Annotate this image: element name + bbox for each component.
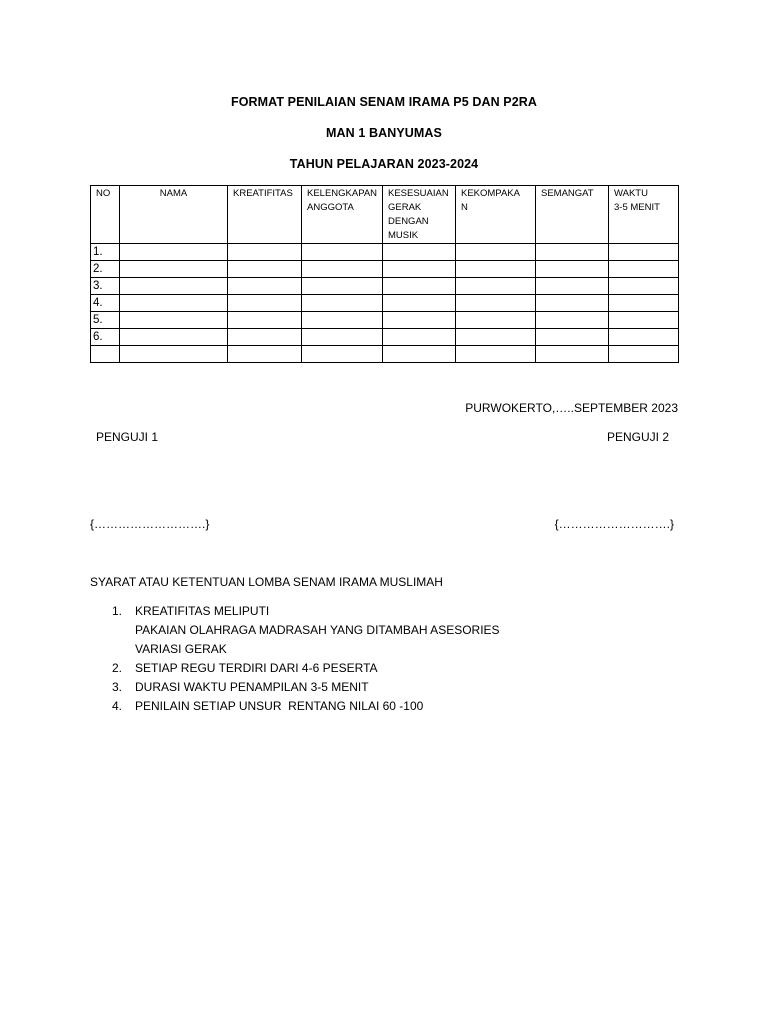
cell-nama bbox=[120, 329, 228, 346]
col-header-kreatifitas bbox=[228, 186, 302, 244]
col-header-kekompakan bbox=[456, 186, 536, 244]
cell-kreatifitas bbox=[228, 346, 302, 363]
col-header-nama bbox=[120, 186, 228, 244]
col-header-label: NAMA bbox=[159, 188, 188, 199]
table-row bbox=[91, 329, 679, 346]
cell-kreatifitas bbox=[228, 261, 302, 278]
cell-semangat bbox=[536, 312, 609, 329]
table-row bbox=[91, 295, 679, 312]
col-header-no bbox=[91, 186, 120, 244]
rules-list bbox=[90, 602, 500, 716]
cell-semangat bbox=[536, 261, 609, 278]
cell-kelengkapan bbox=[302, 261, 383, 278]
cell-kreatifitas bbox=[228, 312, 302, 329]
cell-nama bbox=[120, 295, 228, 312]
cell-kreatifitas bbox=[228, 244, 302, 261]
cell-waktu bbox=[609, 346, 679, 363]
table-row bbox=[91, 244, 679, 261]
list-item bbox=[90, 602, 500, 659]
table-row bbox=[91, 278, 679, 295]
col-header-label: NO bbox=[96, 188, 111, 199]
list-item-subtext: PAKAIAN OLAHRAGA MADRASAH YANG DITAMBAH ASESORIES bbox=[135, 623, 500, 637]
col-header-label: N bbox=[461, 202, 468, 213]
cell-kekompakan bbox=[456, 244, 536, 261]
col-header-label: 3-5 MENIT bbox=[614, 202, 660, 213]
row-number: 5. bbox=[91, 312, 120, 329]
col-header-kesesuaian bbox=[383, 186, 456, 244]
cell-kekompakan bbox=[456, 329, 536, 346]
list-item-number: 2. bbox=[112, 661, 123, 675]
cell-waktu bbox=[609, 295, 679, 312]
cell-kelengkapan bbox=[302, 346, 383, 363]
cell-kesesuaian bbox=[383, 261, 456, 278]
col-header-waktu bbox=[609, 186, 679, 244]
examiner-1-signature-blank: {……………………….} bbox=[90, 517, 210, 531]
table-row bbox=[91, 312, 679, 329]
cell-waktu bbox=[609, 261, 679, 278]
cell-kesesuaian bbox=[383, 312, 456, 329]
cell-kesesuaian bbox=[383, 346, 456, 363]
cell-kelengkapan bbox=[302, 278, 383, 295]
row-number: 1. bbox=[91, 244, 120, 261]
document-title: FORMAT PENILAIAN SENAM IRAMA P5 DAN P2RA bbox=[230, 95, 538, 109]
col-header-label: KESESUAIAN bbox=[388, 188, 449, 199]
list-item-subtext: VARIASI GERAK bbox=[135, 642, 227, 656]
cell-semangat bbox=[536, 244, 609, 261]
cell-kreatifitas bbox=[228, 278, 302, 295]
cell-kreatifitas bbox=[228, 295, 302, 312]
cell-nama bbox=[120, 261, 228, 278]
cell-nama bbox=[120, 278, 228, 295]
cell-kekompakan bbox=[456, 295, 536, 312]
cell-nama bbox=[120, 244, 228, 261]
table-header-row bbox=[91, 186, 679, 244]
rules-heading: SYARAT ATAU KETENTUAN LOMBA SENAM IRAMA MUSLIMAH bbox=[90, 575, 443, 589]
col-header-label: ANGGOTA bbox=[307, 202, 354, 213]
col-header-label: WAKTU bbox=[614, 188, 648, 199]
examiner-2-signature-blank: {……………………….} bbox=[554, 517, 674, 531]
cell-semangat bbox=[536, 295, 609, 312]
examiner-2-label: PENGUJI 2 bbox=[606, 430, 669, 444]
col-header-semangat bbox=[536, 186, 609, 244]
row-number: 4. bbox=[91, 295, 120, 312]
list-item-number: 3. bbox=[112, 680, 123, 694]
row-number: 2. bbox=[91, 261, 120, 278]
cell-kelengkapan bbox=[302, 295, 383, 312]
list-item bbox=[90, 697, 500, 716]
list-item-text: SETIAP REGU TERDIRI DARI 4-6 PESERTA bbox=[135, 661, 378, 675]
list-item-number: 1. bbox=[112, 604, 123, 618]
examiner-1-label: PENGUJI 1 bbox=[96, 430, 159, 444]
list-item bbox=[90, 659, 500, 678]
cell-kesesuaian bbox=[383, 329, 456, 346]
cell-waktu bbox=[609, 329, 679, 346]
row-number bbox=[91, 346, 120, 363]
list-item-text: DURASI WAKTU PENAMPILAN 3-5 MENIT bbox=[135, 680, 369, 694]
list-item-text: PENILAIN SETIAP UNSUR RENTANG NILAI 60 -100 bbox=[135, 699, 424, 713]
cell-kesesuaian bbox=[383, 278, 456, 295]
cell-kelengkapan bbox=[302, 244, 383, 261]
cell-nama bbox=[120, 346, 228, 363]
cell-kelengkapan bbox=[302, 312, 383, 329]
col-header-label: KREATIFITAS bbox=[233, 188, 293, 199]
academic-year: TAHUN PELAJARAN 2023-2024 bbox=[289, 157, 479, 171]
row-number: 6. bbox=[91, 329, 120, 346]
cell-kekompakan bbox=[456, 346, 536, 363]
cell-kesesuaian bbox=[383, 295, 456, 312]
table-row bbox=[91, 261, 679, 278]
cell-kelengkapan bbox=[302, 329, 383, 346]
col-header-label: KELENGKAPAN bbox=[307, 188, 378, 199]
list-item bbox=[90, 678, 500, 697]
school-name: MAN 1 BANYUMAS bbox=[326, 126, 442, 140]
cell-semangat bbox=[536, 278, 609, 295]
col-header-kelengkapan bbox=[302, 186, 383, 244]
cell-kesesuaian bbox=[383, 244, 456, 261]
col-header-label: SEMANGAT bbox=[541, 188, 594, 199]
cell-kekompakan bbox=[456, 278, 536, 295]
cell-semangat bbox=[536, 346, 609, 363]
row-number: 3. bbox=[91, 278, 120, 295]
cell-semangat bbox=[536, 329, 609, 346]
cell-waktu bbox=[609, 312, 679, 329]
list-item-text: KREATIFITAS MELIPUTI bbox=[135, 604, 270, 618]
col-header-label: KEKOMPAKA bbox=[461, 188, 520, 199]
list-item-number: 4. bbox=[112, 699, 123, 713]
cell-waktu bbox=[609, 244, 679, 261]
col-header-label: GERAK bbox=[388, 202, 422, 213]
place-date: PURWOKERTO,…..SEPTEMBER 2023 bbox=[465, 401, 678, 415]
cell-waktu bbox=[609, 278, 679, 295]
cell-kekompakan bbox=[456, 312, 536, 329]
cell-nama bbox=[120, 312, 228, 329]
cell-kekompakan bbox=[456, 261, 536, 278]
table-row bbox=[91, 346, 679, 363]
col-header-label: DENGAN bbox=[388, 216, 429, 227]
cell-kreatifitas bbox=[228, 329, 302, 346]
col-header-label: MUSIK bbox=[388, 230, 419, 241]
assessment-table bbox=[90, 185, 679, 363]
